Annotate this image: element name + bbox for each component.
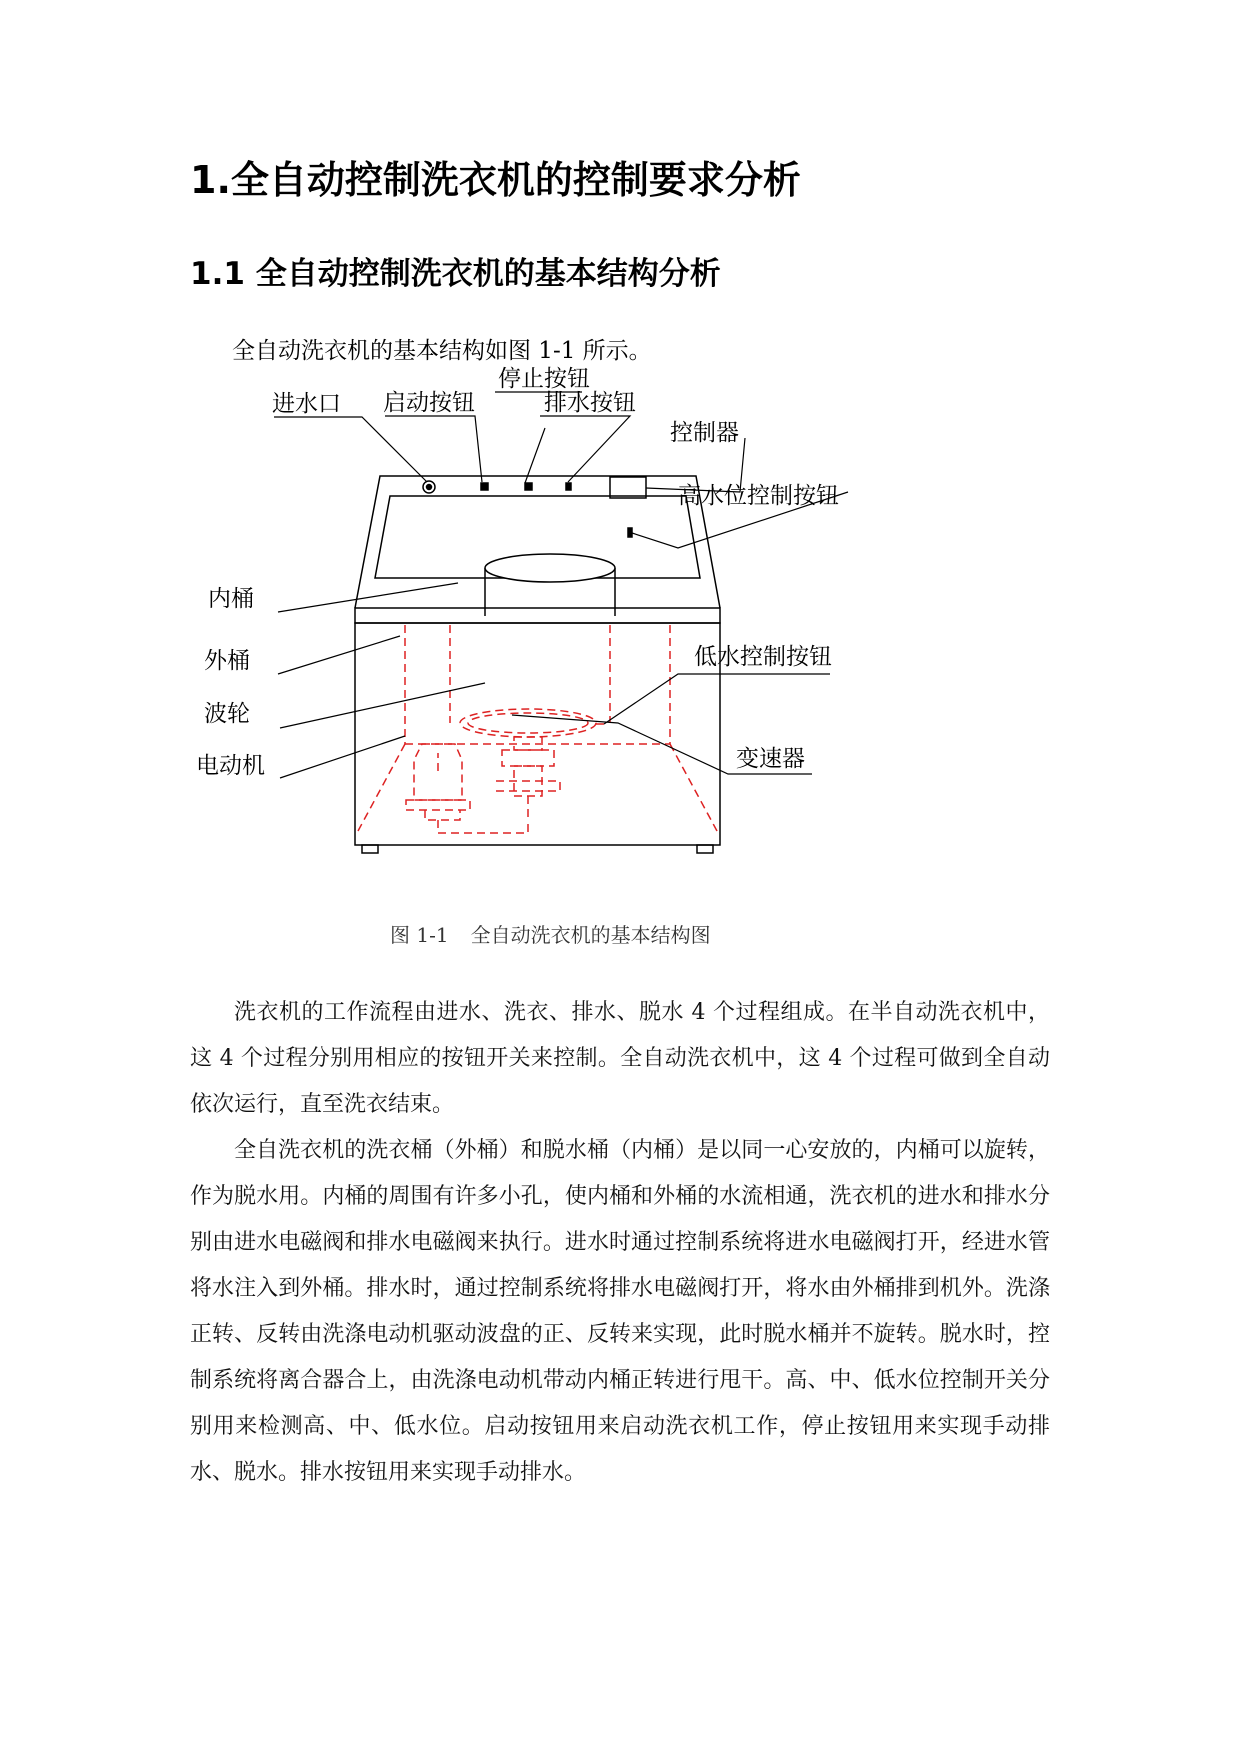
label-high-level-button: 高水位控制按钮: [678, 483, 839, 509]
intro-sentence: 全自动洗衣机的基本结构如图 1-1 所示。: [232, 338, 652, 364]
label-stop-button: 停止按钮: [498, 366, 590, 392]
label-drain-button: 排水按钮: [544, 390, 636, 416]
machine-outline: [355, 476, 720, 853]
section-heading-1-1: 1.1 全自动控制洗衣机的基本结构分析: [190, 256, 721, 292]
label-start-button: 启动按钮: [383, 390, 475, 416]
internal-parts-dashed: [358, 625, 717, 833]
label-motor: 电动机: [196, 753, 265, 779]
label-outer-tub: 外桶: [204, 648, 250, 674]
figure-caption: [390, 920, 711, 950]
label-controller: 控制器: [670, 420, 739, 446]
label-gearbox: 变速器: [736, 746, 805, 772]
paragraph-workflow: 洗衣机的工作流程由进水、洗衣、排水、脱水 4 个过程组成。在半自动洗衣机中，这 4 个过程分别用相应的按钮开关来控制。全自动洗衣机中，这 4 个过程可做到全自动依次运行，直至洗衣结束。: [190, 1000, 1050, 1117]
paragraph-structure: 全自洗衣机的洗衣桶（外桶）和脱水桶（内桶）是以同一心安放的，内桶可以旋转，作为脱水用。内桶的周围有许多小孔，使内桶和外桶的水流相通，洗衣机的进水和排水分别由进水电磁阀和排水电磁阀来执行。进水时通过控制系统将进水电磁阀打开，经进水管将水注入到外桶。排水时，通过控制系统将排水电磁阀打开，将水由外桶排到机外。洗涤正转、反转由洗涤电动机驱动波盘的正、反转来实现，此时脱水桶并不旋转。脱水时，控制系统将离合器合上，由洗涤电动机带动内桶正转进行甩干。高、中、低水位控制开关分别用来检测高、中、低水位。启动按钮用来启动洗衣机工作，停止按钮用来实现手动排水、脱水。排水按钮用来实现手动排水。: [190, 1138, 1050, 1485]
label-inlet: 进水口: [272, 391, 341, 417]
washing-machine-diagram: [196, 366, 960, 898]
figure-caption-number: 图 1-1: [390, 923, 449, 947]
body-text: [190, 990, 1050, 1496]
label-inner-tub: 内桶: [208, 586, 254, 612]
figure-caption-text: 全自动洗衣机的基本结构图: [470, 923, 711, 947]
page-heading-1: 1.全自动控制洗衣机的控制要求分析: [190, 158, 801, 202]
label-impeller: 波轮: [204, 701, 250, 727]
label-low-level-button: 低水控制按钮: [694, 644, 832, 670]
